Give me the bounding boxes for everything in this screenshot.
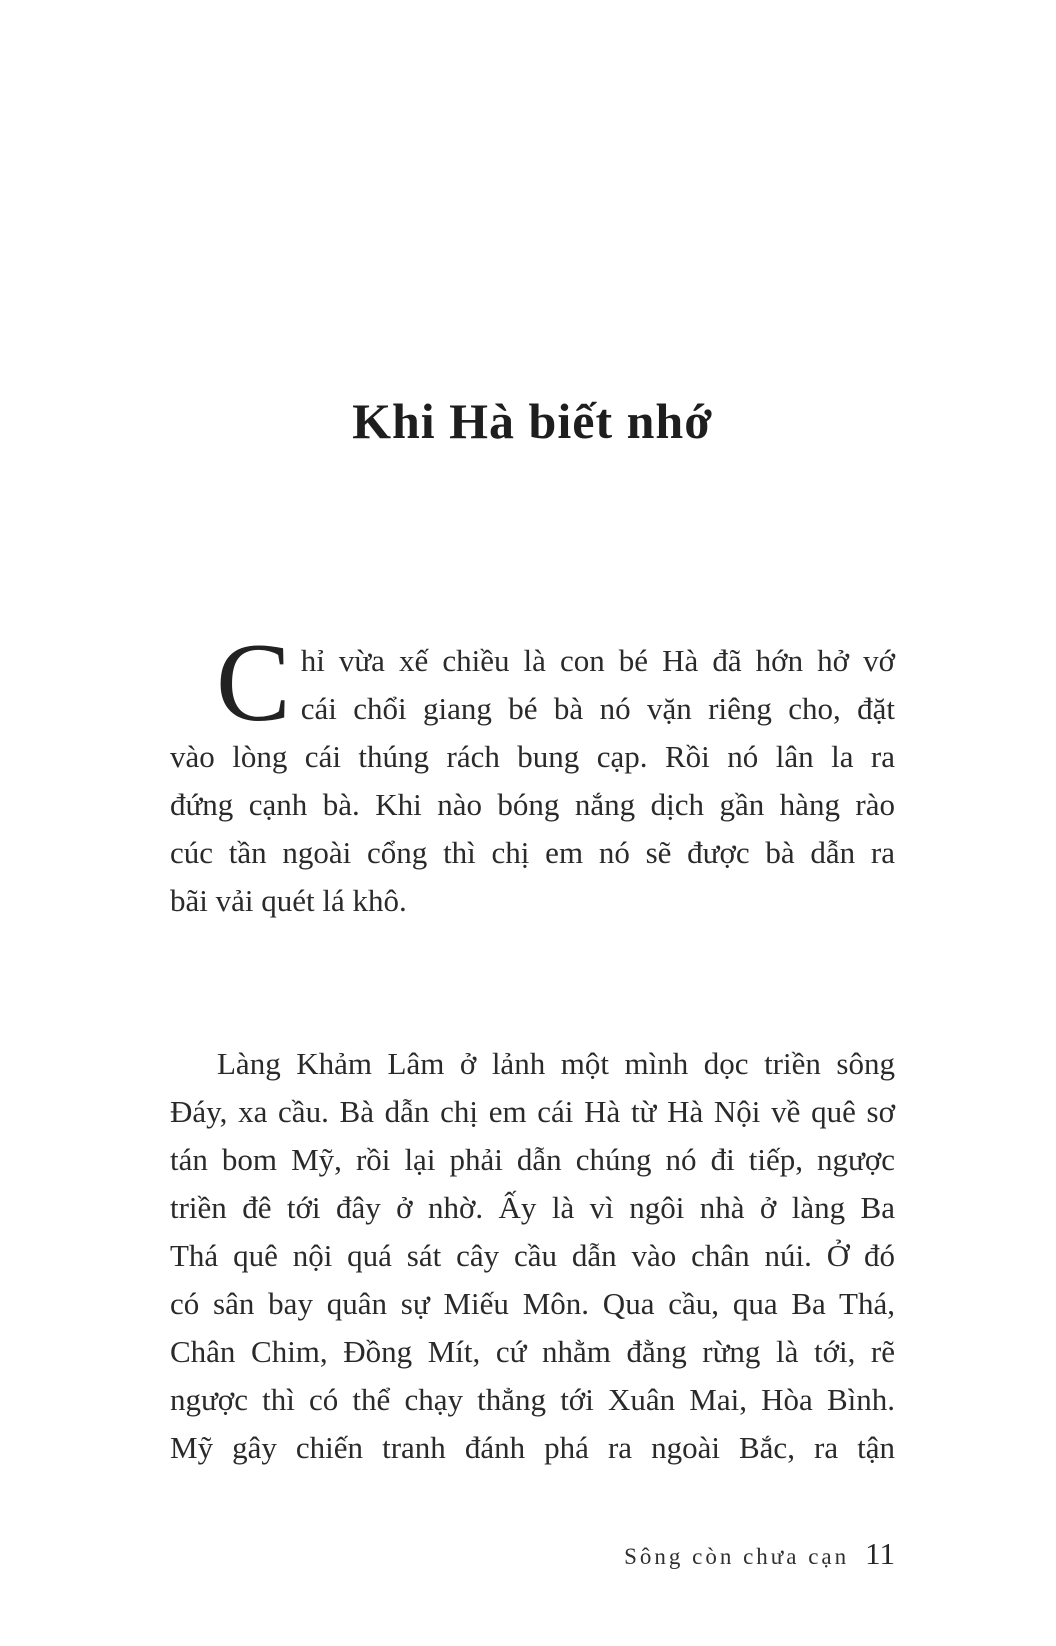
- text-line: Thá quê nội quá sát cây cầu dẫn vào chân núi. Ở đó: [170, 1238, 895, 1273]
- text-line: đứng cạnh bà. Khi nào bóng nắng dịch gần hàng rào: [170, 787, 895, 822]
- text-line: bãi vải quét lá khô.: [170, 883, 407, 918]
- chapter-title: Khi Hà biết nhớ: [352, 393, 713, 449]
- text-line: triền đê tới đây ở nhờ. Ấy là vì ngôi nhà ở làng Ba: [170, 1190, 895, 1225]
- paragraph-opening: [170, 621, 895, 925]
- text-line: Đáy, xa cầu. Bà dẫn chị em cái Hà từ Hà Nội về quê sơ: [170, 1094, 895, 1129]
- text-line: cái chổi giang bé bà nó vặn riêng cho, đặt: [300, 691, 895, 726]
- drop-cap-letter: C: [216, 621, 291, 745]
- running-footer-book-title: Sông còn chưa cạn: [624, 1544, 850, 1569]
- text-line: tán bom Mỹ, rồi lại phải dẫn chúng nó đi tiếp, ngược: [170, 1142, 895, 1177]
- page-number: 11: [865, 1536, 895, 1571]
- text-line: Chân Chim, Đồng Mít, cứ nhằm đằng rừng là tới, rẽ: [170, 1334, 895, 1369]
- text-line: hỉ vừa xế chiều là con bé Hà đã hớn hở vớ: [300, 643, 895, 678]
- text-line: Mỹ gây chiến tranh đánh phá ra ngoài Bắc, ra tận: [170, 1430, 895, 1465]
- text-line: Làng Khảm Lâm ở lảnh một mình dọc triền sông: [217, 1046, 895, 1081]
- text-line: ngược thì có thể chạy thẳng tới Xuân Mai, Hòa Bình.: [170, 1382, 895, 1417]
- text-line: có sân bay quân sự Miếu Môn. Qua cầu, qua Ba Thá,: [170, 1286, 895, 1321]
- text-line: vào lòng cái thúng rách bung cạp. Rồi nó lân la ra: [170, 739, 895, 774]
- text-line: cúc tần ngoài cổng thì chị em nó sẽ được bà dẫn ra: [170, 835, 895, 870]
- paragraph-second: [170, 1040, 895, 1472]
- page-footer: [170, 1536, 895, 1578]
